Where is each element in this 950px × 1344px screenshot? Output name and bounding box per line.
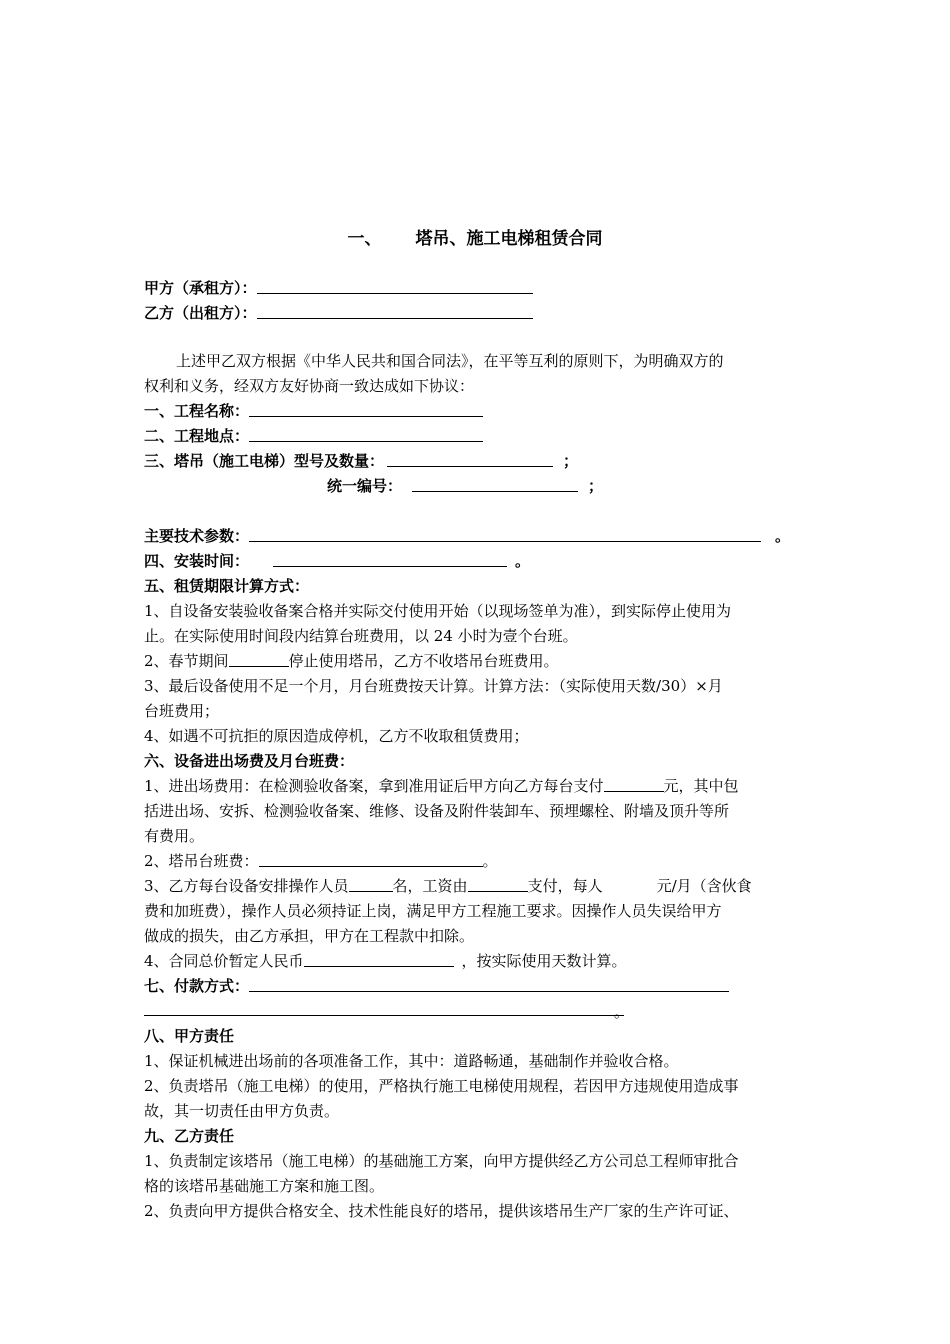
tech-params-blank — [249, 525, 761, 542]
payment-blank — [249, 975, 729, 992]
s5-item2-start: 2、春节期间 — [144, 652, 229, 670]
document-title — [0, 226, 950, 252]
section-6-heading: 六、设备进出场费及月台班费： — [144, 752, 355, 770]
unified-number-label: 统一编号： — [327, 477, 403, 495]
s9-item2-line1: 2、负责向甲方提供合格安全、技术性能良好的塔吊，提供该塔吊生产厂家的生产许可证、 — [144, 1202, 739, 1220]
spring-festival-blank — [229, 650, 289, 667]
party-a-label: 甲方（承租方）： — [144, 279, 257, 297]
intro-line-1: 上述甲乙双方根据《中华人民共和国合同法》，在平等互利的原则下，为明确双方的 — [176, 352, 724, 370]
section-8-heading: 八、甲方责任 — [144, 1027, 235, 1045]
s5-item2 — [144, 649, 559, 673]
s6-item4 — [144, 949, 627, 973]
title-text: 塔吊、施工电梯租赁合同 — [415, 229, 603, 249]
payment-blank-line-2 — [144, 1015, 624, 1016]
s6-item3-b: 名，工资由 — [392, 877, 468, 895]
s6-item3-c: 支付，每人 — [527, 877, 603, 895]
tech-params-end: 。 — [775, 527, 791, 545]
s6-item2 — [144, 849, 498, 873]
s6-item1-line1 — [144, 774, 739, 798]
s9-item1-line2: 格的该塔吊基础施工方案和施工图。 — [144, 1177, 385, 1195]
s6-item2-label: 2、塔吊台班费： — [144, 852, 259, 870]
payment-line — [144, 974, 729, 998]
tech-params-label: 主要技术参数： — [144, 527, 250, 545]
party-b-blank — [257, 302, 533, 319]
project-location-label: 二、工程地点： — [144, 427, 250, 445]
install-time-label: 四、安装时间： — [144, 552, 250, 570]
project-location-line — [144, 424, 483, 448]
model-quantity-line — [144, 449, 578, 473]
s5-item4: 4、如遇不可抗拒的原因造成停机，乙方不收取租赁费用； — [144, 727, 529, 745]
model-quantity-blank — [387, 450, 553, 467]
unified-number-line — [327, 474, 603, 498]
entry-fee-blank — [604, 775, 664, 792]
s6-item1-end: 元，其中包 — [663, 777, 739, 795]
model-quantity-end: ； — [563, 452, 579, 470]
title-number: 一、 — [347, 229, 382, 249]
operator-count-blank — [349, 875, 393, 892]
s6-item1-line3: 有费用。 — [144, 827, 205, 845]
s6-item3-line3: 做成的损失，由乙方承担，甲方在工程款中扣除。 — [144, 927, 475, 945]
tech-params-line — [144, 524, 790, 548]
s6-item3-a: 3、乙方每台设备安排操作人员 — [144, 877, 349, 895]
s6-item2-end: 。 — [482, 852, 498, 870]
install-time-end: 。 — [515, 552, 531, 570]
s6-item1-line2: 括进出场、安拆、检测验收备案、维修、设备及附件装卸车、预埋螺栓、附墙及顶升等所 — [144, 802, 730, 820]
party-a-line — [144, 276, 533, 300]
s6-item3-d: 元/月（含伙食 — [656, 877, 752, 895]
payment-end: 。 — [614, 1003, 630, 1021]
project-name-blank — [249, 400, 483, 417]
project-name-label: 一、工程名称： — [144, 402, 250, 420]
install-time-blank — [273, 550, 507, 567]
total-price-blank — [304, 950, 454, 967]
install-time-line — [144, 549, 530, 573]
s6-item3-line2: 费和加班费），操作人员必须持证上岗，满足甲方工程施工要求。因操作人员失误给甲方 — [144, 902, 722, 920]
s5-item3-line2: 台班费用； — [144, 702, 220, 720]
model-quantity-label: 三、塔吊（施工电梯）型号及数量： — [144, 452, 385, 470]
s8-item2-line2: 故，其一切责任由甲方负责。 — [144, 1102, 340, 1120]
s8-item1: 1、保证机械进出场前的各项准备工作，其中：道路畅通，基础制作并验收合格。 — [144, 1052, 679, 1070]
s5-item1-line2: 止。在实际使用时间段内结算台班费用，以 24 小时为壹个台班。 — [144, 627, 578, 645]
unified-number-blank — [412, 475, 578, 492]
section-5-heading: 五、租赁期限计算方式： — [144, 577, 310, 595]
s9-item1-line1: 1、负责制定该塔吊（施工电梯）的基础施工方案，向甲方提供经乙方公司总工程师审批合 — [144, 1152, 739, 1170]
s5-item1-line1: 1、自设备安装验收备案合格并实际交付使用开始（以现场签单为准），到实际停止使用为 — [144, 602, 732, 620]
s5-item2-end: 停止使用塔吊，乙方不收塔吊台班费用。 — [288, 652, 559, 670]
wage-payer-blank — [468, 875, 528, 892]
s6-item1-start: 1、进出场费用：在检测验收备案，拿到准用证后甲方向乙方每台支付 — [144, 777, 604, 795]
unified-number-end: ； — [588, 477, 604, 495]
s6-item3-line1 — [144, 874, 752, 898]
section-9-heading: 九、乙方责任 — [144, 1127, 235, 1145]
project-name-line — [144, 399, 483, 423]
s5-item3-line1: 3、最后设备使用不足一个月，月台班费按天计算。计算方法：（实际使用天数/30）×月 — [144, 677, 723, 695]
project-location-blank — [249, 425, 483, 442]
party-b-label: 乙方（出租方）： — [144, 304, 257, 322]
s8-item2-line1: 2、负责塔吊（施工电梯）的使用，严格执行施工电梯使用规程，若因甲方违规使用造成事 — [144, 1077, 739, 1095]
party-a-blank — [257, 277, 533, 294]
shift-fee-blank — [259, 850, 483, 867]
party-b-line — [144, 301, 533, 325]
s6-item4-end: ，按实际使用天数计算。 — [461, 952, 627, 970]
s6-item4-start: 4、合同总价暂定人民币 — [144, 952, 304, 970]
payment-label: 七、付款方式： — [144, 977, 250, 995]
intro-line-2: 权利和义务，经双方友好协商一致达成如下协议： — [144, 377, 475, 395]
